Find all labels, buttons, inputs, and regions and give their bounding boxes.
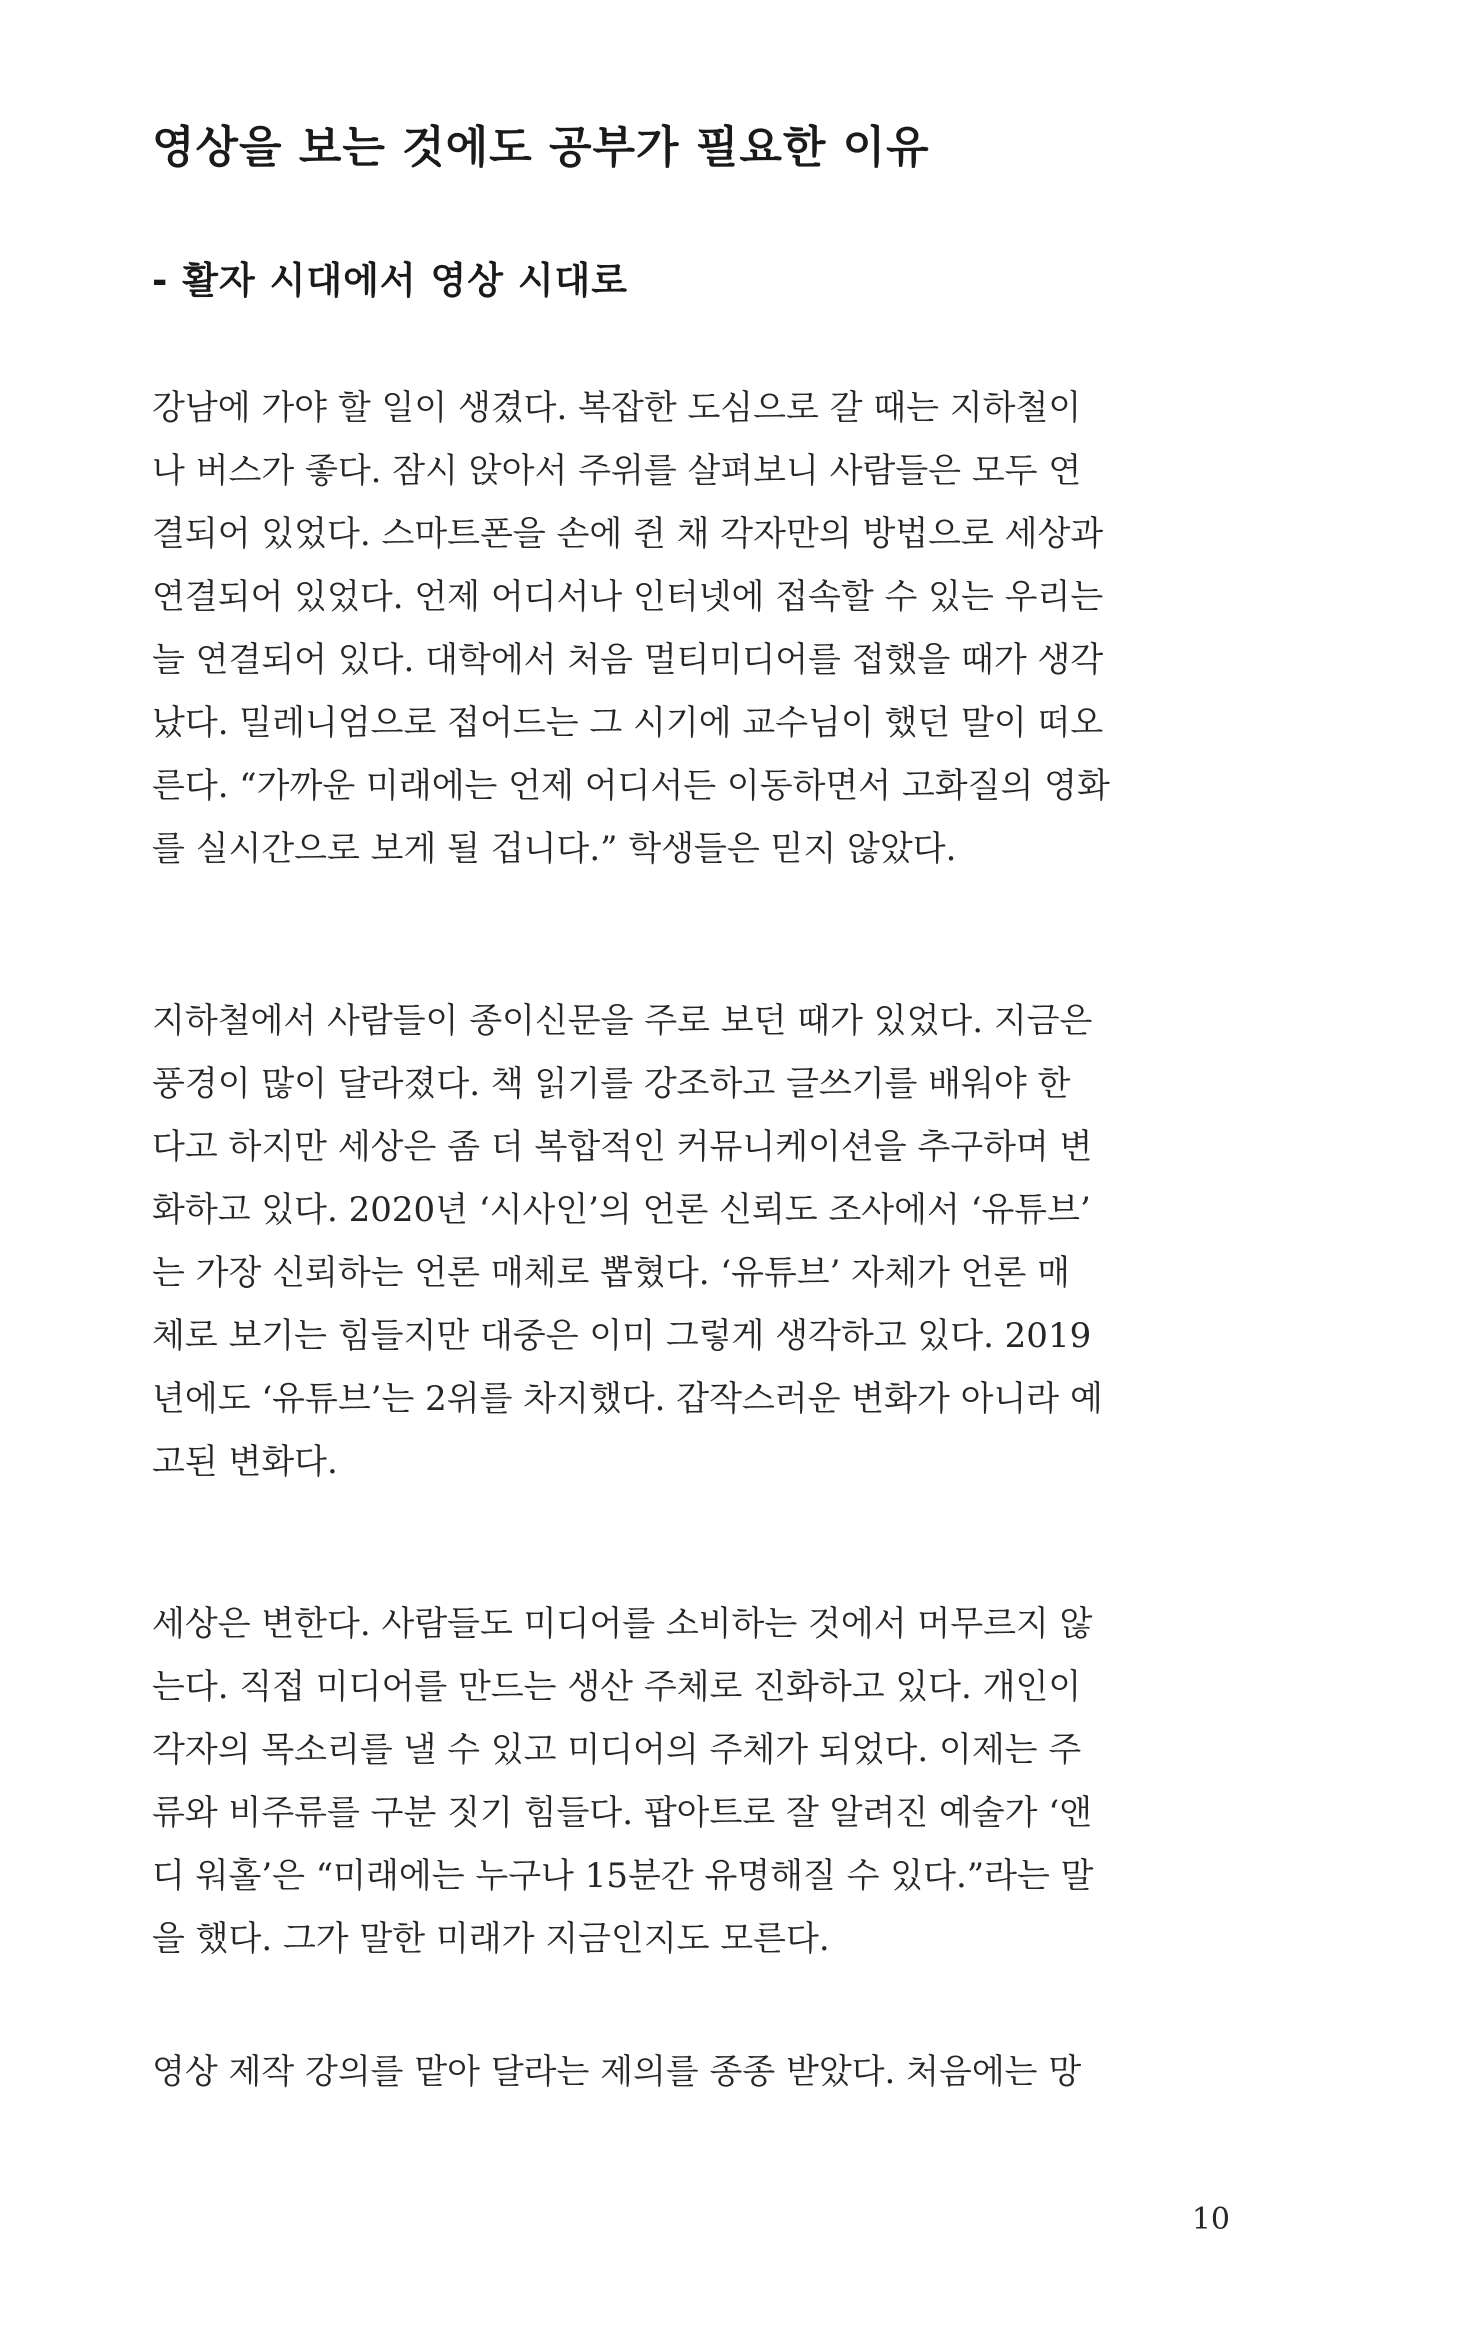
body-line: 지하철에서 사람들이 종이신문을 주로 보던 때가 있었다. 지금은 (152, 1001, 1093, 1041)
body-line: 고된 변화다. (152, 1442, 338, 1482)
body-line: 결되어 있었다. 스마트폰을 손에 쥔 채 각자만의 방법으로 세상과 (152, 514, 1104, 554)
body-line: 는 가장 신뢰하는 언론 매체로 뽑혔다. ‘유튜브’ 자체가 언론 매 (152, 1253, 1070, 1293)
body-line: 났다. 밀레니엄으로 접어드는 그 시기에 교수님이 했던 말이 떠오 (152, 703, 1104, 743)
body-line: 른다. “가까운 미래에는 언제 어디서든 이동하면서 고화질의 영화 (152, 766, 1110, 806)
body-line: 각자의 목소리를 낼 수 있고 미디어의 주체가 되었다. 이제는 주 (152, 1730, 1082, 1770)
body-line: 년에도 ‘유튜브’는 2위를 차지했다. 갑작스러운 변화가 아니라 예 (152, 1379, 1103, 1419)
body-line: 세상은 변한다. 사람들도 미디어를 소비하는 것에서 머무르지 않 (152, 1604, 1093, 1644)
chapter-title: 영상을 보는 것에도 공부가 필요한 이유 (152, 122, 930, 173)
body-line: 늘 연결되어 있다. 대학에서 처음 멀티미디어를 접했을 때가 생각 (152, 640, 1104, 680)
chapter-subtitle: - 활자 시대에서 영상 시대로 (152, 259, 629, 302)
body-line: 연결되어 있었다. 언제 어디서나 인터넷에 접속할 수 있는 우리는 (152, 577, 1104, 617)
body-line: 나 버스가 좋다. 잠시 앉아서 주위를 살펴보니 사람들은 모두 연 (152, 451, 1082, 491)
body-line: 강남에 가야 할 일이 생겼다. 복잡한 도심으로 갈 때는 지하철이 (152, 388, 1082, 428)
page-number: 10 (1191, 2202, 1230, 2237)
body-line: 을 했다. 그가 말한 미래가 지금인지도 모른다. (152, 1919, 830, 1959)
body-line: 화하고 있다. 2020년 ‘시사인’의 언론 신뢰도 조사에서 ‘유튜브’ (152, 1190, 1091, 1230)
body-line: 체로 보기는 힘들지만 대중은 이미 그렇게 생각하고 있다. 2019 (152, 1316, 1092, 1356)
body-line: 를 실시간으로 보게 될 겁니다.” 학생들은 믿지 않았다. (152, 829, 957, 869)
body-line: 는다. 직접 미디어를 만드는 생산 주체로 진화하고 있다. 개인이 (152, 1667, 1082, 1707)
body-line: 류와 비주류를 구분 짓기 힘들다. 팝아트로 잘 알려진 예술가 ‘앤 (152, 1793, 1092, 1833)
body-line: 풍경이 많이 달라졌다. 책 읽기를 강조하고 글쓰기를 배워야 한 (152, 1064, 1071, 1104)
body-line: 다고 하지만 세상은 좀 더 복합적인 커뮤니케이션을 추구하며 변 (152, 1127, 1093, 1167)
body-line: 디 워홀’은 “미래에는 누구나 15분간 유명해질 수 있다.”라는 말 (152, 1856, 1094, 1896)
body-line: 영상 제작 강의를 맡아 달라는 제의를 종종 받았다. 처음에는 망 (152, 2052, 1082, 2092)
